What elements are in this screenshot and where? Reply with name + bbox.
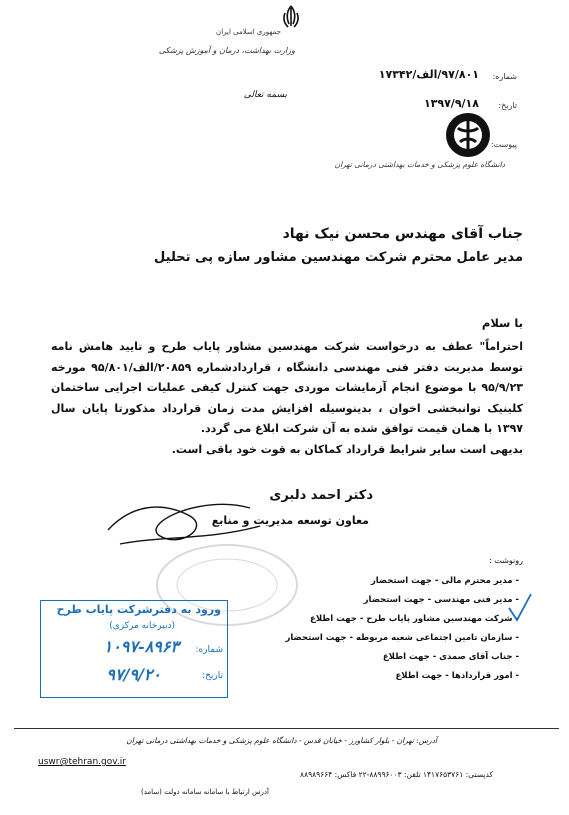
cc-item: - امور قراردادها - جهت اطلاع <box>395 671 519 681</box>
footer-site: آدرس ارتباط با سامانه سامانه دولت (سامد) <box>141 788 269 796</box>
letter-number: ۹۷/۸۰۱/الف/۱۷۳۴۲ <box>378 68 479 81</box>
footer-divider <box>14 728 559 729</box>
ministry-line: وزارت بهداشت، درمان و آموزش پزشکی <box>158 46 295 55</box>
registration-stamp <box>40 600 228 698</box>
body-paragraph: احتراماً" عطف به درخواست شرکت مهندسین مشاور پایاب طرح و تایید هامش نامه توسط مدیریت دفتر فنی مهندسی دانشگاه ، قراردادشماره ۲۰۸۵۹/الف/۹۵/۸۰۱ مورخه ۹۵/۹/۲۳ با موضوع انجام آزمایشات موردی جهت کنترل کیفی عملیات اجرایی ساختمان کلینیک توانبخشی اخوان ، بدینوسیله افزایش مدت زمان قرارداد مذکورتا پایان سال ۱۳۹۷ با همان قیمت توافق شده به آن شرکت ابلاغ می گردد. <box>51 340 523 435</box>
letter-body <box>51 337 523 460</box>
footer-email-link[interactable]: uswr@tehran.gov.ir <box>38 757 126 767</box>
cc-item: - مدیر محترم مالی - جهت استحضار <box>370 576 519 586</box>
footer-contact: کدپستی: ۱۴۱۷۶۵۳۷۶۱ تلفن: ۸۸۹۹۶۰۰۳-۲۲ فاکس: ۸۸۹۸۹۶۶۴ <box>300 770 493 779</box>
cc-item: - مدیر فنی مهندسی - جهت استحضار <box>363 595 519 605</box>
stamp-title: ورود به دفترشرکت پایاب طرح <box>56 603 221 616</box>
cc-title: رونوشت : <box>489 556 523 565</box>
cc-item: - جناب آقای صمدی - جهت اطلاع <box>382 652 519 662</box>
cc-item: - شرکت مهندسین مشاور پایاب طرح - جهت اطلاع <box>310 614 519 624</box>
signer-title: معاون توسعه مدیریت و منابع <box>211 514 369 527</box>
greeting: با سلام <box>481 316 523 330</box>
letter-date: ۱۳۹۷/۹/۱۸ <box>423 97 479 110</box>
stamp-date-label: تاریخ: <box>202 671 223 681</box>
university-logo-icon <box>435 110 501 164</box>
iran-emblem-icon <box>276 4 306 30</box>
footer-address: آدرس: تهران - بلوار کشاورز - خیابان قدس - دانشگاه علوم پزشکی و خدمات بهداشتی درمانی تهران <box>126 736 437 745</box>
attachment-label: پیوست: <box>490 140 517 149</box>
signer-name: دکتر احمد دلبری <box>269 488 373 503</box>
stamp-number-label: شماره: <box>195 645 223 655</box>
university-name: دانشگاه علوم پزشکی و خدمات بهداشتی درمانی تهران <box>334 160 505 169</box>
body-paragraph: بدیهی است سایر شرایط قرارداد کماکان به قوت خود باقی است. <box>171 442 523 456</box>
number-label: شماره: <box>492 72 517 81</box>
cc-item: - سازمان تامین اجتماعی شعبه مربوطه - جهت استحضار <box>285 633 519 643</box>
stamp-number-value: ۱۰۹۷-۸۹۶۳ <box>103 637 179 656</box>
addressee-title: مدیر عامل محترم شرکت مهندسین مشاور سازه پی تحلیل <box>154 250 523 265</box>
basmala: بسمه تعالی <box>243 90 287 100</box>
checkmark-icon <box>505 590 535 630</box>
addressee: جناب آقای مهندس محسن نیک نهاد <box>282 226 523 242</box>
date-label: تاریخ: <box>498 101 517 110</box>
stamp-date-value: ۹۷/۹/۲۰ <box>106 665 161 684</box>
stamp-subtitle: (دبیرخانه مرکزی) <box>109 621 175 631</box>
republic-line: جمهوری اسلامی ایران <box>216 28 281 36</box>
cc-list <box>285 572 519 686</box>
